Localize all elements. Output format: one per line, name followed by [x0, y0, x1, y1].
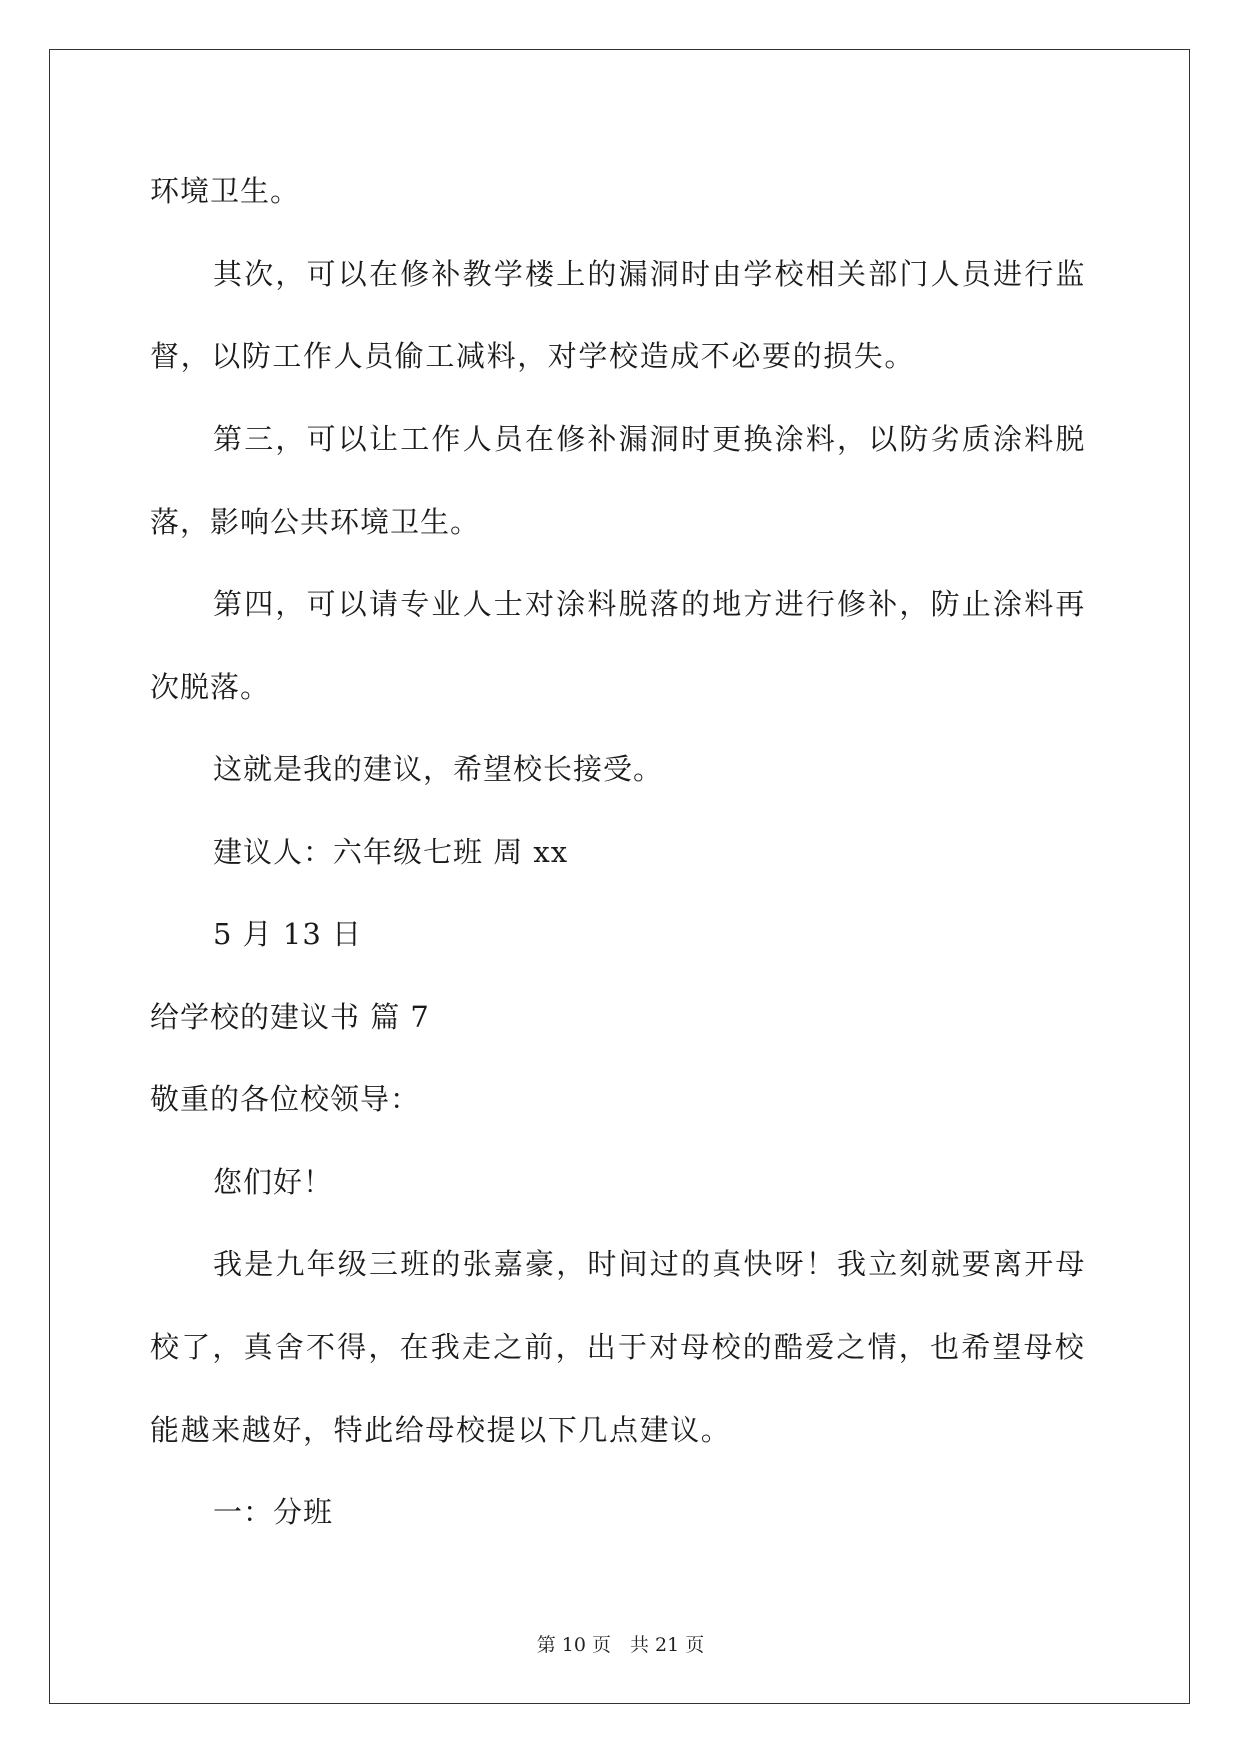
paragraph-line: 督，以防工作人员偷工减料，对学校造成不必要的损失。	[150, 339, 916, 373]
paragraph-line: 校了，真舍不得，在我走之前，出于对母校的酷爱之情，也希望母校	[150, 1330, 1087, 1364]
greeting: 您们好！	[213, 1165, 334, 1199]
salutation: 敬重的各位校领导：	[150, 1082, 421, 1116]
paragraph-line: 我是九年级三班的张嘉豪，时间过的真快呀！我立刻就要离开母	[213, 1247, 1087, 1281]
paragraph-line: 次脱落。	[150, 670, 271, 704]
page-number-footer: 第 10 页 共 21 页	[536, 1634, 705, 1656]
signature-line: 建议人：六年级七班 周 xx	[213, 835, 569, 869]
paragraph-line: 其次，可以在修补教学楼上的漏洞时由学校相关部门人员进行监	[213, 257, 1087, 291]
paragraph-line: 落，影响公共环境卫生。	[150, 505, 481, 539]
paragraph-line: 能越来越好，特此给母校提以下几点建议。	[150, 1413, 732, 1447]
list-heading: 一：分班	[213, 1495, 334, 1529]
page-border	[49, 49, 1190, 1704]
date-line: 5 月 13 日	[213, 917, 363, 951]
paragraph-line: 环境卫生。	[150, 174, 301, 208]
paragraph-line: 这就是我的建议，希望校长接受。	[213, 752, 664, 786]
paragraph-line: 第三，可以让工作人员在修补漏洞时更换涂料，以防劣质涂料脱	[213, 422, 1087, 456]
section-title: 给学校的建议书 篇 7	[150, 1000, 430, 1034]
paragraph-line: 第四，可以请专业人士对涂料脱落的地方进行修补，防止涂料再	[213, 587, 1087, 621]
